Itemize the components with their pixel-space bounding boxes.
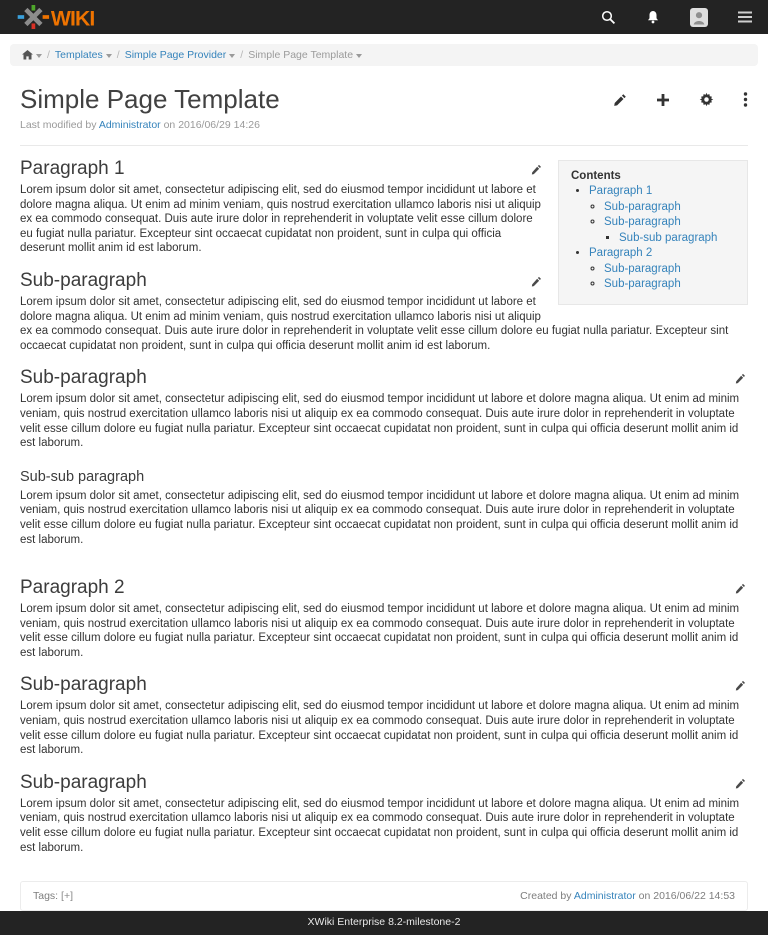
version-text: XWiki Enterprise 8.2-milestone-2 xyxy=(307,916,461,929)
section-body: Lorem ipsum dolor sit amet, consectetur adipiscing elit, sed do eiusmod tempor incididunt ut labore et dolore magna aliqua. Ut enim ad minim veniam, quis nostrud exercitation ullamco laboris nisi ut aliquip ex ea commodo consequat. Duis aute irure dolor in reprehenderit in voluptate velit esse cillum dolore eu fugiat nulla pariatur. Excepteur sint occaecat cupidatat non proident, sunt in culpa qui officia deserunt mollit anim id est laborum. xyxy=(20,295,729,352)
breadcrumb-separator: / xyxy=(47,49,50,61)
toc-item xyxy=(589,184,735,246)
toc-item xyxy=(604,262,735,278)
page-title: Simple Page Template xyxy=(20,84,280,114)
toc-link-paragraph-1[interactable]: Paragraph 1 xyxy=(589,185,653,197)
section-body: Lorem ipsum dolor sit amet, consectetur adipiscing elit, sed do eiusmod tempor incididunt ut labore et dolore magna aliqua. Ut enim ad minim veniam, quis nostrud exercitation ullamco laboris nisi ut aliquip ex ea commodo consequat. Duis aute irure dolor in reprehenderit in voluptate velit esse cillum dolore eu fugiat nulla pariatur. Excepteur sint occaecat cupidatat non proident, sunt in culpa qui officia deserunt mollit anim id est laborum. xyxy=(20,393,740,450)
created-date: on 2016/06/22 14:53 xyxy=(638,890,735,903)
section-heading-sub-sub-paragraph: Sub-sub paragraph xyxy=(20,468,145,485)
breadcrumb-caret[interactable] xyxy=(229,54,235,58)
breadcrumb xyxy=(10,44,758,66)
section-heading-sub-paragraph: Sub-paragraph xyxy=(20,772,748,794)
toc-link-paragraph-2[interactable]: Paragraph 2 xyxy=(589,247,653,259)
toc-item xyxy=(589,246,735,293)
section-body: Lorem ipsum dolor sit amet, consectetur adipiscing elit, sed do eiusmod tempor incididunt ut labore et dolore magna aliqua. Ut enim ad minim veniam, quis nostrud exercitation ullamco laboris nisi ut aliquip ex ea commodo consequat. Duis aute irure dolor in reprehenderit in voluptate velit esse cillum dolore eu fugiat nulla pariatur. Excepteur sint occaecat cupidatat non proident, sunt in culpa qui officia deserunt mollit anim id est laborum. xyxy=(20,603,740,659)
section-heading-paragraph-1: Paragraph 1 xyxy=(20,158,748,180)
version-footer-bar xyxy=(0,911,768,935)
breadcrumb-current-page: Simple Page Template xyxy=(248,49,354,61)
drawer-menu-icon[interactable] xyxy=(738,11,752,23)
table-of-contents xyxy=(558,160,748,305)
toc-link-sub-paragraph[interactable]: Sub-paragraph xyxy=(604,216,681,228)
section-body: Lorem ipsum dolor sit amet, consectetur adipiscing elit, sed do eiusmod tempor incididunt ut labore et dolore magna aliqua. Ut enim ad minim veniam, quis nostrud exercitation ullamco laboris nisi ut aliquip ex ea commodo consequat. Duis aute irure dolor in reprehenderit in voluptate velit esse cillum dolore eu fugiat nulla pariatur. Excepteur sint occaecat cupidatat non proident, sunt in culpa qui officia deserunt mollit anim id est laborum. xyxy=(20,700,740,757)
header-divider xyxy=(20,145,748,146)
breadcrumb-link-simple-page-provider[interactable]: Simple Page Provider xyxy=(124,49,227,61)
notifications-bell-icon[interactable] xyxy=(646,10,660,25)
modified-date: on 2016/06/29 14:26 xyxy=(163,119,260,131)
toc-link-sub-paragraph[interactable]: Sub-paragraph xyxy=(604,262,681,275)
user-avatar[interactable] xyxy=(690,8,708,27)
section-edit-pencil-icon[interactable] xyxy=(735,680,746,691)
section-body: Lorem ipsum dolor sit amet, consectetur adipiscing elit, sed do eiusmod tempor incididunt ut labore et dolore magna aliqua. Ut enim ad minim veniam, quis nostrud exercitation ullamco laboris nisi ut aliquip ex ea commodo consequat. Duis aute irure dolor in reprehenderit in voluptate velit esse cillum dolore eu fugiat nulla pariatur. Excepteur sint occaecat cupidatat non proident, sunt in culpa qui officia deserunt mollit anim id est laborum. xyxy=(20,489,740,546)
toc-title: Contents xyxy=(571,170,621,182)
modified-prefix: Last modified by xyxy=(20,119,97,131)
xwiki-logo[interactable] xyxy=(16,5,108,29)
toc-item xyxy=(619,231,735,247)
last-modified-line xyxy=(20,119,748,131)
section-body: Lorem ipsum dolor sit amet, consectetur adipiscing elit, sed do eiusmod tempor incididunt ut labore et dolore magna aliqua. Ut enim ad minim veniam, quis nostrud exercitation ullamco laboris nisi ut aliquip ex ea commodo consequat. Duis aute irure dolor in reprehenderit in voluptate velit esse cillum dolore eu fugiat nulla pariatur. Excepteur sint occaecat cupidatat non proident, sunt in culpa qui officia deserunt mollit anim id est laborum. xyxy=(20,797,740,854)
toc-item xyxy=(604,277,735,293)
top-navbar xyxy=(0,0,768,34)
section-edit-pencil-icon[interactable] xyxy=(735,583,746,594)
breadcrumb-caret[interactable] xyxy=(356,54,362,58)
created-line xyxy=(520,890,735,902)
section-edit-pencil-icon[interactable] xyxy=(735,778,746,789)
tags-line xyxy=(33,890,73,902)
main-content xyxy=(0,72,768,855)
tags-label: Tags: xyxy=(33,890,59,903)
breadcrumb-home-caret[interactable] xyxy=(36,54,42,58)
document-content xyxy=(20,158,748,855)
edit-page-button[interactable] xyxy=(613,93,627,107)
section-body: Lorem ipsum dolor sit amet, consectetur adipiscing elit, sed do eiusmod tempor incididunt ut labore et dolore magna aliqua. Ut enim ad minim veniam, quis nostrud exercitation ullamco laboris nisi ut aliquip ex ea commodo consequat. Duis aute irure dolor in reprehenderit in voluptate velit esse cillum dolore eu fugiat nulla pariatur. Excepteur sint occaecat cupidatat non proident, sunt in culpa qui officia deserunt mollit anim id est laborum. xyxy=(20,184,541,255)
page-actions xyxy=(613,72,748,107)
breadcrumb-caret[interactable] xyxy=(106,54,112,58)
settings-gear-button[interactable] xyxy=(699,92,714,107)
section-edit-pencil-icon[interactable] xyxy=(531,276,542,287)
breadcrumb-link-templates[interactable]: Templates xyxy=(54,49,103,61)
create-page-button[interactable] xyxy=(656,93,670,107)
breadcrumb-home[interactable] xyxy=(22,50,42,60)
home-icon xyxy=(22,50,33,60)
section-heading-sub-paragraph: Sub-paragraph xyxy=(20,674,748,696)
modified-by-user-link[interactable]: Administrator xyxy=(98,119,161,131)
toc-link-sub-sub-paragraph[interactable]: Sub-sub paragraph xyxy=(619,231,718,244)
breadcrumb-separator: / xyxy=(116,49,120,61)
xwiki-logo-icon xyxy=(16,5,108,29)
svg-text:WIKI: WIKI xyxy=(50,7,95,29)
toc-link-sub-paragraph[interactable]: Sub-paragraph xyxy=(604,278,681,290)
toc-link-sub-paragraph[interactable]: Sub-paragraph xyxy=(604,200,681,213)
section-heading-sub-paragraph: Sub-paragraph xyxy=(20,367,748,389)
created-prefix: Created by xyxy=(520,890,572,903)
add-tag-button[interactable]: [+] xyxy=(61,890,73,903)
more-actions-kebab-button[interactable] xyxy=(743,92,748,107)
search-icon[interactable] xyxy=(601,10,616,25)
breadcrumb-separator: / xyxy=(240,49,244,61)
toc-item xyxy=(604,200,735,216)
section-heading-sub-paragraph: Sub-paragraph xyxy=(20,270,748,292)
toc-item xyxy=(604,215,735,246)
section-edit-pencil-icon[interactable] xyxy=(531,164,542,175)
created-by-user-link[interactable]: Administrator xyxy=(573,890,636,903)
navbar-actions xyxy=(601,8,752,27)
section-edit-pencil-icon[interactable] xyxy=(735,373,746,384)
document-footer xyxy=(20,881,748,911)
section-heading-paragraph-2: Paragraph 2 xyxy=(20,577,748,599)
